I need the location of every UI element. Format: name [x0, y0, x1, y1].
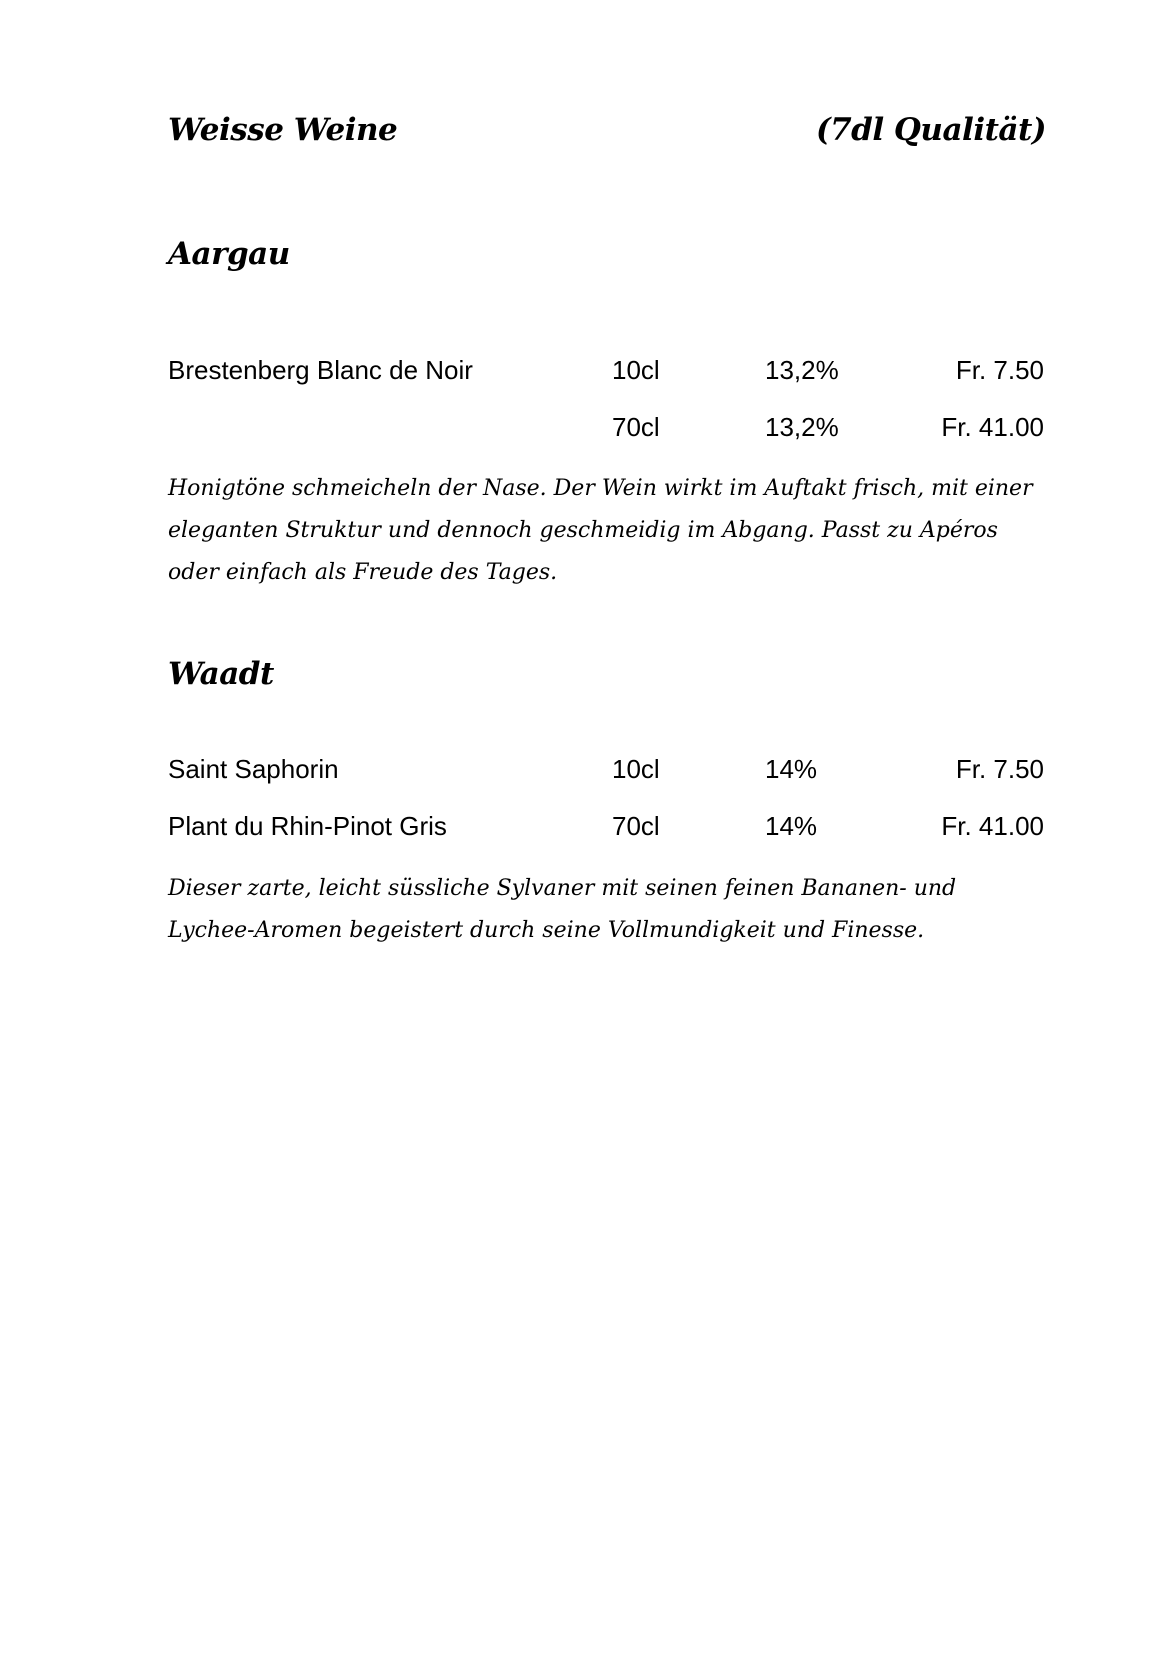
- wine-row: [0, 412, 1166, 448]
- wine-volume: 70cl: [612, 811, 660, 841]
- wine-price: Fr. 7.50: [955, 754, 1044, 784]
- wine-abv: 14%: [765, 754, 818, 784]
- wine-abv: 14%: [765, 811, 818, 841]
- wine-price: Fr. 41.00: [941, 412, 1044, 442]
- region-heading-waadt: Waadt: [168, 656, 274, 692]
- wine-volume: 10cl: [612, 355, 660, 385]
- page-subtitle: (7dl Qualität): [815, 112, 1046, 148]
- wine-description: Dieser zarte, leicht süssliche Sylvaner mit seinen feinen Bananen- und Lychee-Aromen begeistert durch seine Vollmundigkeit und Finesse.: [168, 876, 957, 943]
- wine-description: Honigtöne schmeicheln der Nase. Der Wein wirkt im Auftakt frisch, mit einer eleganten Struktur und dennoch geschmeidig im Abgang. Passt zu Apéros oder einfach als Freude des Tages.: [168, 476, 1033, 585]
- wine-name: Plant du Rhin-Pinot Gris: [168, 811, 447, 841]
- wine-volume: 70cl: [612, 412, 660, 442]
- wine-name: Brestenberg Blanc de Noir: [168, 355, 473, 385]
- wine-abv: 13,2%: [765, 355, 839, 385]
- wine-price: Fr. 41.00: [941, 811, 1044, 841]
- region-heading-aargau: Aargau: [168, 236, 290, 272]
- wine-name: Saint Saphorin: [168, 754, 339, 784]
- wine-volume: 10cl: [612, 754, 660, 784]
- wine-abv: 13,2%: [765, 412, 839, 442]
- wine-row: [0, 754, 1166, 790]
- wine-row: [0, 811, 1166, 847]
- wine-price: Fr. 7.50: [955, 355, 1044, 385]
- page-title: Weisse Weine: [168, 112, 398, 148]
- wine-row: [0, 355, 1166, 391]
